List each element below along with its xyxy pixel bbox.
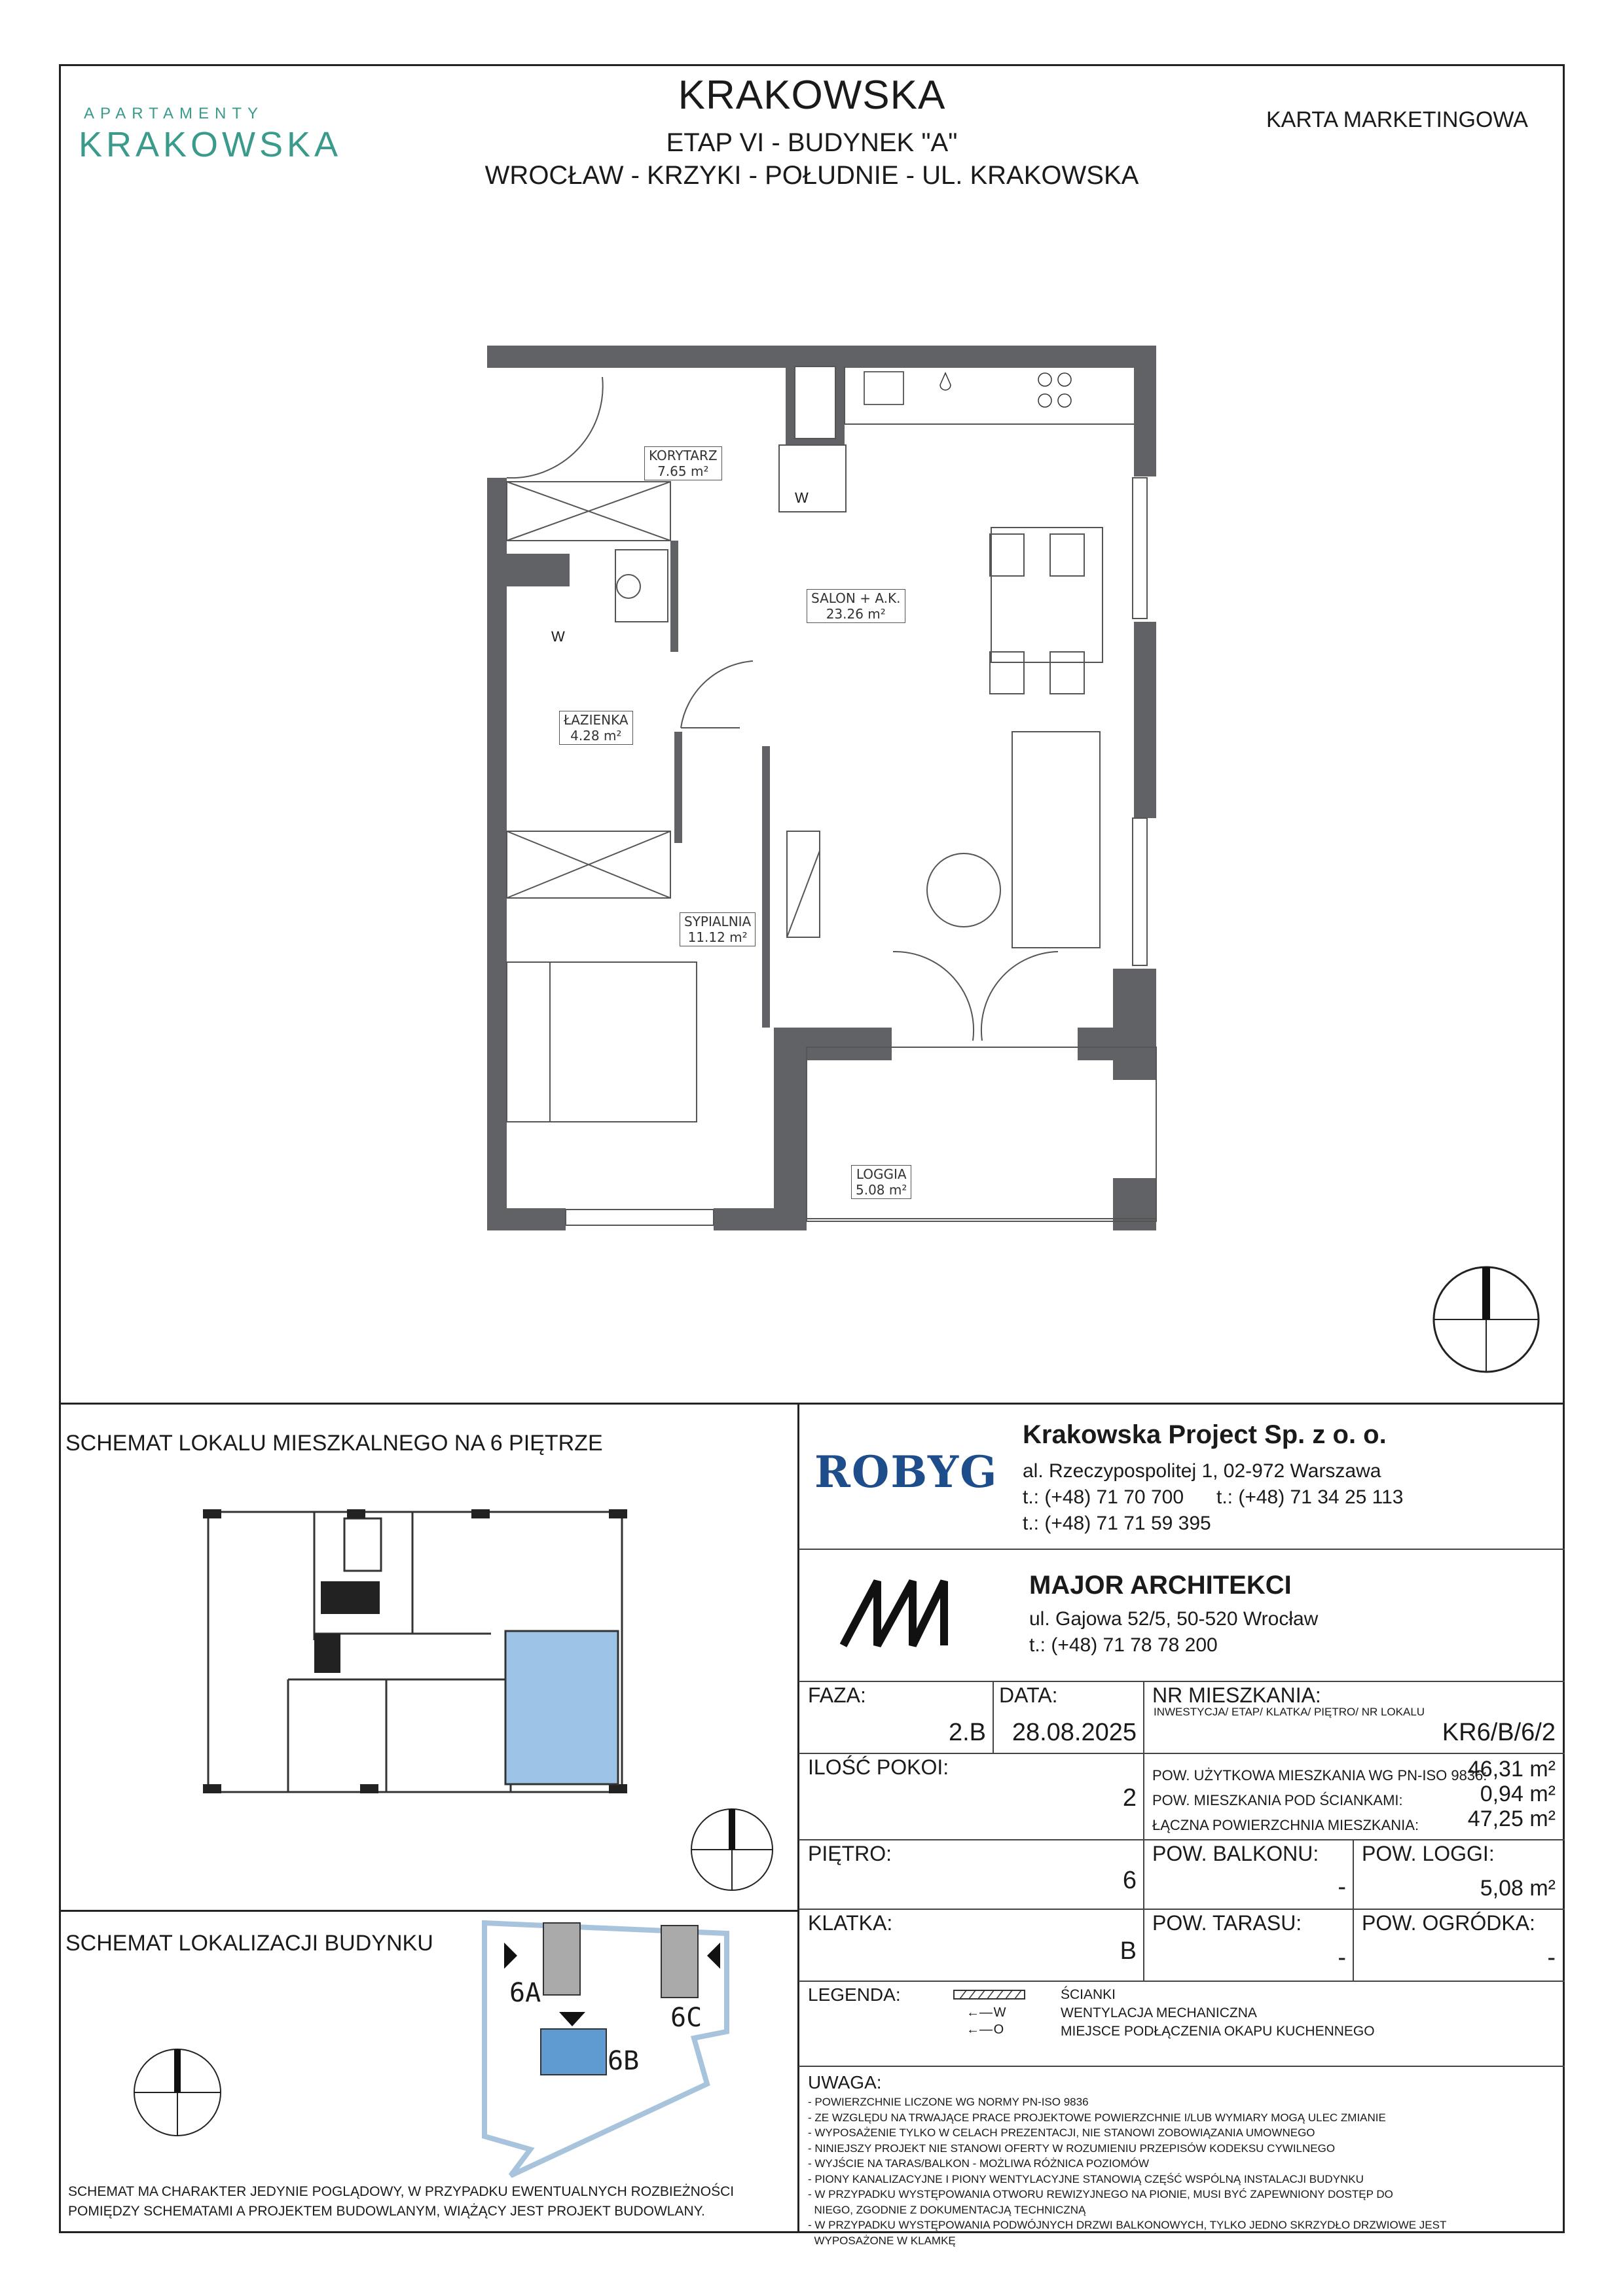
brand-logo [79, 105, 354, 183]
notes-title: UWAGA: [808, 2072, 882, 2092]
table-col-3 [1353, 1839, 1354, 1982]
note-item: - WYJŚCIE NA TARAS/BALKON - MOŻLIWA RÓŻNICA POZIOMÓW [808, 2157, 1150, 2170]
legend-hood-letter: O [993, 2022, 1004, 2037]
legend-title: LEGENDA: [808, 1984, 901, 2005]
room-label-lazienka: ŁAZIENKA 4.28 m² [559, 711, 633, 745]
nr-label: NR MIESZKANIA: [1152, 1683, 1321, 1707]
robyg-logo: ROBYG [814, 1446, 998, 1498]
page-subtitle-2: WROCŁAW - KRZYKI - POŁUDNIE - UL. KRAKOWSKA [484, 161, 1139, 190]
area-total-value: 47,25 [1467, 1806, 1523, 1831]
building-schema-title: SCHEMAT LOKALIZACJI BUDYNKU [65, 1931, 433, 1956]
pokoi-label: ILOŚĆ POKOI: [808, 1755, 949, 1779]
divider-middle [797, 1403, 799, 2233]
data-label: DATA: [999, 1683, 1058, 1707]
balkon-label: POW. BALKONU: [1152, 1842, 1319, 1865]
compass-small-icon [686, 1804, 778, 1895]
table-col-1 [993, 1681, 994, 1754]
note-item: - W PRZYPADKU WYSTĘPOWANIA PODWÓJNYCH DRZWI BALKONOWYCH, TYLKO JEDNO SKRZYDŁO DRZWIOWE JEST [808, 2219, 1447, 2231]
table-row-3 [799, 1909, 1565, 1910]
kitchen-appliances [864, 372, 1071, 407]
area-usable-label: POW. UŻYTKOWA MIESZKANIA WG PN-ISO 9836: [1152, 1767, 1487, 1784]
table-row-5 [799, 2066, 1565, 2067]
area-usable [1427, 1757, 1556, 1782]
room-label-sypialnia: SYPIALNIA 11.12 m² [680, 912, 756, 946]
pietro-label: PIĘTRO: [808, 1842, 892, 1865]
area-total-label: ŁĄCZNA POWIERZCHNIA MIESZKANIA: [1152, 1817, 1419, 1833]
developer-address: al. Rzeczypospolitej 1, 02-972 Warszawa [1023, 1460, 1381, 1482]
developer-name: Krakowska Project Sp. z o. o. [1023, 1420, 1387, 1449]
legend-wall-icon [953, 1990, 1025, 2000]
legend-item-hood: MIEJSCE PODŁĄCZENIA OKAPU KUCHENNEGO [1061, 2024, 1375, 2039]
taras-value: - [1338, 1944, 1346, 1971]
klatka-value: B [1120, 1937, 1137, 1965]
page-subtitle-1: ETAP VI - BUDYNEK "A" [666, 128, 958, 157]
note-item: - PIONY KANALIZACYJNE I PIONY WENTYLACYJNE STANOWIĄ CZĘŚĆ WSPÓLNĄ INSTALACJI BUDYNKU [808, 2172, 1364, 2185]
note-item: - NINIEJSZY PROJEKT NIE STANOWI OFERTY W ROZUMIENIU PRZEPISÓW KODEKSU CYWILNEGO [808, 2142, 1336, 2155]
apartment-highlight [505, 1631, 618, 1784]
taras-label: POW. TARASU: [1152, 1911, 1302, 1935]
divider-arch [799, 1681, 1565, 1682]
area-walls-value: 0,94 [1480, 1782, 1523, 1806]
table-row-4 [799, 1981, 1565, 1982]
notes-list [808, 2094, 1554, 2248]
table-row-1 [799, 1753, 1565, 1754]
note-item: WYPOSAŻONE W KLAMKĘ [808, 2234, 956, 2247]
room-label-korytarz: KORYTARZ 7.65 m² [644, 446, 722, 480]
document-type: KARTA MARKETINGOWA [1266, 107, 1528, 132]
faza-label: FAZA: [808, 1683, 866, 1707]
area-walls-label: POW. MIESZKANIA POD ŚCIANKAMI: [1152, 1792, 1403, 1808]
plan-walls [487, 346, 1156, 1230]
note-item: - WYPOSAŻENIE TYLKO W CELACH PREZENTACJI, NIE STANOWI ZOBOWIĄZANIA UMOWNEGO [808, 2126, 1315, 2139]
architect-phone: t.: (+48) 71 78 78 200 [1029, 1634, 1218, 1656]
architect-address: ul. Gajowa 52/5, 50-520 Wrocław [1029, 1608, 1319, 1630]
divider-dev [799, 1549, 1565, 1550]
area-walls [1427, 1782, 1556, 1807]
note-item: - ZE WZGLĘDU NA TRWAJĄCE PRACE PROJEKTOWE POWIERZCHNIE I/LUB WYMIARY MOGĄ ULEC ZMIANIE [808, 2111, 1386, 2124]
architect-name: MAJOR ARCHITEKCI [1029, 1571, 1292, 1600]
building-label-6b: 6B [608, 2046, 640, 2076]
divider-left [59, 1910, 799, 1912]
brand-logo-big: KRAKOWSKA [79, 125, 342, 164]
floor-plan [458, 327, 1244, 1257]
note-item: - POWIERZCHNIE LICZONE WG NORMY PN-ISO 9836 [808, 2096, 1089, 2108]
area-usable-value: 46,31 [1467, 1757, 1523, 1782]
room-label-salon: SALON + A.K. 23.26 m² [807, 589, 905, 623]
table-row-2 [799, 1839, 1565, 1840]
vent-mark-korytarz: W [795, 490, 809, 506]
klatka-label: KLATKA: [808, 1911, 893, 1935]
developer-phone-3: t.: (+48) 71 71 59 395 [1023, 1513, 1211, 1534]
divider-main [59, 1403, 1565, 1405]
room-label-loggia: LOGGIA 5.08 m² [851, 1165, 911, 1199]
building-label-6c: 6C [670, 2003, 702, 2033]
floor-schema [196, 1503, 642, 1804]
floor-schema-title: SCHEMAT LOKALU MIESZKALNEGO NA 6 PIĘTRZE [65, 1431, 603, 1456]
balkon-value: - [1338, 1873, 1346, 1901]
legend-hood-mark: ←— O [966, 2022, 1004, 2037]
legend-vent-letter: W [993, 2005, 1006, 2020]
compass-icon [1427, 1261, 1545, 1378]
table-col-2 [1143, 1681, 1144, 1982]
loggia-label: POW. LOGGI: [1362, 1842, 1495, 1865]
brand-logo-small: APARTAMENTY [84, 105, 264, 122]
note-item: - W PRZYPADKU WYSTĘPOWANIA OTWORU REWIZYJNEGO NA PIONIE, MUSI BYĆ ZAPEWNIONY DOSTĘP DO [808, 2188, 1393, 2200]
legend-item-vent: WENTYLACJA MECHANICZNA [1061, 2005, 1257, 2020]
nr-sublabel: INWESTYCJA/ ETAP/ KLATKA/ PIĘTRO/ NR LOKALU [1154, 1706, 1425, 1718]
legend-vent-mark: ←— W [966, 2005, 1006, 2020]
legend-item-walls: ŚCIANKI [1061, 1987, 1116, 2002]
vent-mark-lazienka: W [551, 628, 565, 645]
area-walls-unit: m² [1529, 1782, 1556, 1806]
developer-phone-1: t.: (+48) 71 70 700 [1023, 1486, 1184, 1508]
area-usable-unit: m² [1529, 1757, 1556, 1782]
plan-lines [507, 367, 1156, 1225]
area-total [1427, 1806, 1556, 1832]
compass-building-icon [130, 2045, 225, 2140]
building-schema [419, 1914, 759, 2189]
area-total-unit: m² [1529, 1806, 1556, 1831]
major-architekci-logo [839, 1577, 951, 1649]
developer-phone-2: t.: (+48) 71 34 25 113 [1216, 1486, 1404, 1508]
page-title: KRAKOWSKA [678, 73, 946, 118]
building-label-6a: 6A [509, 1978, 541, 2008]
ogrodek-label: POW. OGRÓDKA: [1362, 1911, 1535, 1935]
schema-disclaimer: SCHEMAT MA CHARAKTER JEDYNIE POGLĄDOWY, W PRZYPADKU EWENTUALNYCH ROZBIEŻNOŚCI POMIĘDZY SCHEMATAMI A PROJEKTEM BUDOWLANYM, WIĄŻĄCY JEST PROJEKT BUDOWLANY. [68, 2184, 735, 2219]
nr-value: KR6/B/6/2 [1442, 1719, 1556, 1746]
pokoi-value: 2 [1122, 1784, 1137, 1812]
ogrodek-value: - [1547, 1944, 1556, 1971]
pietro-value: 6 [1122, 1867, 1137, 1894]
loggia-value: 5,08 m² [1480, 1876, 1556, 1901]
faza-value: 2.B [948, 1719, 986, 1746]
data-value: 28.08.2025 [1012, 1719, 1137, 1746]
note-item: NIEGO, ZGODNIE Z DOKUMENTACJĄ TECHNICZNĄ [808, 2203, 1086, 2216]
